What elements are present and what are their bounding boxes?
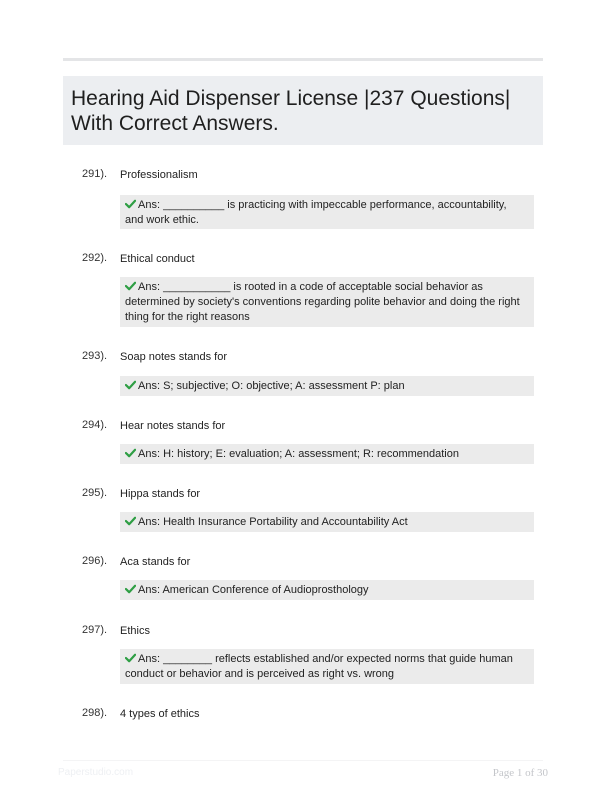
answer-text: Ans: ___________ is rooted in a code of acceptable social behavior as determined by society's conventions regarding polite behavior and doing the right thing for the right reasons (125, 281, 520, 323)
question-number: 296). (82, 555, 108, 567)
answer-text: Ans: H: history; E: evaluation; A: assessment; R: recommendation (138, 448, 459, 460)
footer-watermark: Paperstudio.com (58, 767, 134, 778)
question-number: 294). (82, 419, 108, 431)
document-title-box (63, 76, 543, 145)
answer-text: Ans: Health Insurance Portability and Accountability Act (138, 516, 408, 528)
question-text: Aca stands for (120, 556, 191, 568)
answer-text: Ans: __________ is practicing with impeccable performance, accountability, and work ethic. (125, 199, 507, 226)
check-icon (125, 199, 136, 209)
question-number: 295). (82, 487, 108, 499)
answer-box (120, 512, 534, 532)
question-number: 298). (82, 707, 108, 719)
question-text: 4 types of ethics (120, 708, 200, 720)
question-number: 292). (82, 252, 108, 264)
question-text: Professionalism (120, 169, 198, 181)
answer-text: Ans: ________ reflects established and/or expected norms that guide human conduct or behavior and is perceived as right vs. wrong (125, 653, 513, 680)
check-icon (125, 380, 136, 390)
question-text: Ethics (120, 625, 150, 637)
question-number: 297). (82, 624, 108, 636)
check-icon (125, 584, 136, 594)
question-text: Ethical conduct (120, 253, 195, 265)
page-number: Page 1 of 30 (492, 767, 548, 779)
question-text: Soap notes stands for (120, 351, 228, 363)
answer-box (120, 195, 534, 229)
document-title: Hearing Aid Dispenser License |237 Questions| With Correct Answers. (71, 87, 511, 135)
answer-box (120, 444, 534, 464)
top-divider (63, 58, 543, 61)
question-number: 291). (82, 168, 108, 180)
check-icon (125, 448, 136, 458)
answer-text: Ans: S; subjective; O: objective; A: assessment P: plan (138, 380, 405, 392)
answer-box (120, 580, 534, 600)
question-text: Hear notes stands for (120, 420, 226, 432)
check-icon (125, 653, 136, 663)
bottom-divider (63, 760, 543, 761)
answer-box (120, 376, 534, 396)
check-icon (125, 281, 136, 291)
answer-box (120, 649, 534, 684)
question-number: 293). (82, 350, 108, 362)
answer-text: Ans: American Conference of Audioprosthology (138, 584, 369, 596)
answer-box (120, 277, 534, 327)
check-icon (125, 516, 136, 526)
question-text: Hippa stands for (120, 488, 201, 500)
